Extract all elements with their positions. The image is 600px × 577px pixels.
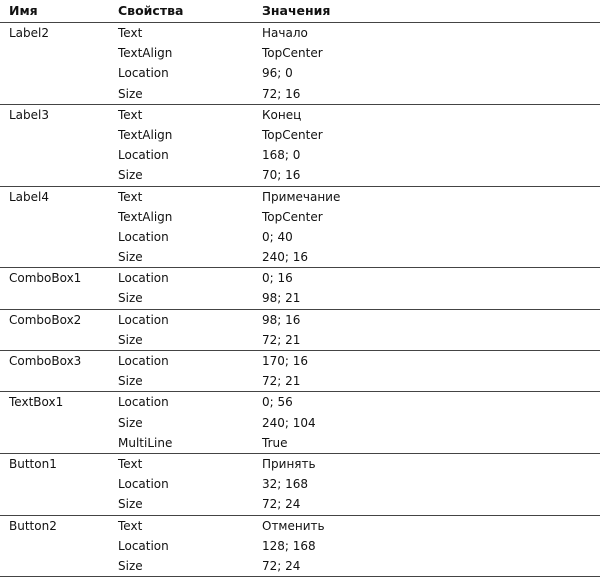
property-name: Location — [118, 538, 169, 553]
property-name: Location — [118, 66, 169, 81]
table-group — [0, 309, 600, 350]
table-group — [0, 23, 600, 104]
property-name: TextAlign — [118, 209, 173, 224]
property-value: 128; 168 — [262, 538, 316, 553]
table-group — [0, 267, 600, 308]
property-name: Location — [118, 312, 169, 327]
property-name: Size — [118, 168, 143, 183]
table-row — [0, 23, 600, 43]
table-row — [0, 84, 600, 104]
property-name: Size — [118, 332, 143, 347]
property-name: TextAlign — [118, 46, 173, 61]
property-name: Size — [118, 86, 143, 101]
property-value: 96; 0 — [262, 66, 293, 81]
property-value: 170; 16 — [262, 354, 309, 368]
property-name: Text — [118, 518, 143, 533]
property-name: Size — [118, 558, 143, 573]
property-name: Size — [118, 374, 143, 389]
component-name: ComboBox3 — [9, 354, 82, 368]
property-name: Size — [118, 415, 143, 430]
property-value: 0; 16 — [262, 271, 293, 286]
table-row — [0, 125, 600, 145]
table-row — [0, 556, 600, 576]
property-value: 168; 0 — [262, 148, 301, 163]
table-row — [0, 351, 600, 371]
table-row — [0, 63, 600, 83]
table-row — [0, 413, 600, 433]
table-row — [0, 392, 600, 412]
component-name: ComboBox1 — [9, 271, 82, 286]
component-name: Label4 — [9, 189, 50, 204]
component-name: TextBox1 — [9, 395, 64, 410]
table-row — [0, 145, 600, 165]
table-row — [0, 43, 600, 63]
table-row — [0, 105, 600, 125]
header-name: Имя — [9, 3, 38, 18]
property-value: 32; 168 — [262, 477, 309, 492]
table-row — [0, 207, 600, 227]
property-name: Text — [118, 189, 143, 204]
property-value: Начало — [262, 26, 308, 40]
property-value: 72; 24 — [262, 558, 301, 573]
table-row — [0, 247, 600, 267]
component-name: Button2 — [9, 518, 57, 533]
property-name: Location — [118, 477, 169, 492]
property-name: Location — [118, 271, 169, 286]
table-row — [0, 536, 600, 556]
property-value: 70; 16 — [262, 168, 301, 183]
property-value: 240; 104 — [262, 415, 316, 430]
table-row — [0, 330, 600, 350]
property-name: Text — [118, 456, 143, 471]
property-value: Принять — [262, 456, 316, 471]
property-name: Text — [118, 107, 143, 122]
table-row — [0, 474, 600, 494]
property-name: Text — [118, 26, 143, 40]
property-name: Size — [118, 291, 143, 306]
header-values: Значения — [262, 3, 331, 18]
table-row — [0, 227, 600, 247]
component-name: ComboBox2 — [9, 312, 82, 327]
property-value: 240; 16 — [262, 250, 309, 265]
property-value: Отменить — [262, 518, 325, 533]
property-name: Size — [118, 250, 143, 265]
component-name: Label2 — [9, 26, 50, 40]
property-name: Location — [118, 148, 169, 163]
property-name: MultiLine — [118, 435, 173, 450]
table-row — [0, 433, 600, 453]
property-value: True — [262, 435, 288, 450]
table-body — [0, 23, 600, 577]
property-value: 72; 21 — [262, 332, 301, 347]
table-row — [0, 187, 600, 207]
table-group — [0, 453, 600, 515]
property-value: 72; 21 — [262, 374, 301, 389]
table-group — [0, 391, 600, 453]
property-value: Конец — [262, 107, 302, 122]
table-row — [0, 268, 600, 288]
table-row — [0, 310, 600, 330]
property-name: Location — [118, 395, 169, 410]
table-row — [0, 371, 600, 391]
property-value: 98; 21 — [262, 291, 301, 306]
table-header — [0, 0, 600, 22]
property-value: TopCenter — [262, 46, 323, 61]
property-name: Location — [118, 229, 169, 244]
table-row — [0, 494, 600, 514]
property-value: 72; 24 — [262, 497, 301, 512]
table-row — [0, 454, 600, 474]
property-value: 0; 56 — [262, 395, 293, 410]
table-group — [0, 186, 600, 268]
property-value: TopCenter — [262, 127, 323, 142]
table-group — [0, 515, 600, 577]
table-row — [0, 165, 600, 185]
property-value: Примечание — [262, 189, 341, 204]
component-name: Label3 — [9, 107, 50, 122]
table-group — [0, 350, 600, 391]
component-name: Button1 — [9, 456, 57, 471]
property-name: TextAlign — [118, 127, 173, 142]
property-value: 72; 16 — [262, 86, 301, 101]
table-row — [0, 288, 600, 308]
table-row — [0, 516, 600, 536]
property-value: 0; 40 — [262, 229, 293, 244]
header-properties: Свойства — [118, 3, 184, 18]
table-group — [0, 104, 600, 186]
property-value: 98; 16 — [262, 312, 301, 327]
property-name: Location — [118, 354, 169, 368]
property-value: TopCenter — [262, 209, 323, 224]
property-name: Size — [118, 497, 143, 512]
